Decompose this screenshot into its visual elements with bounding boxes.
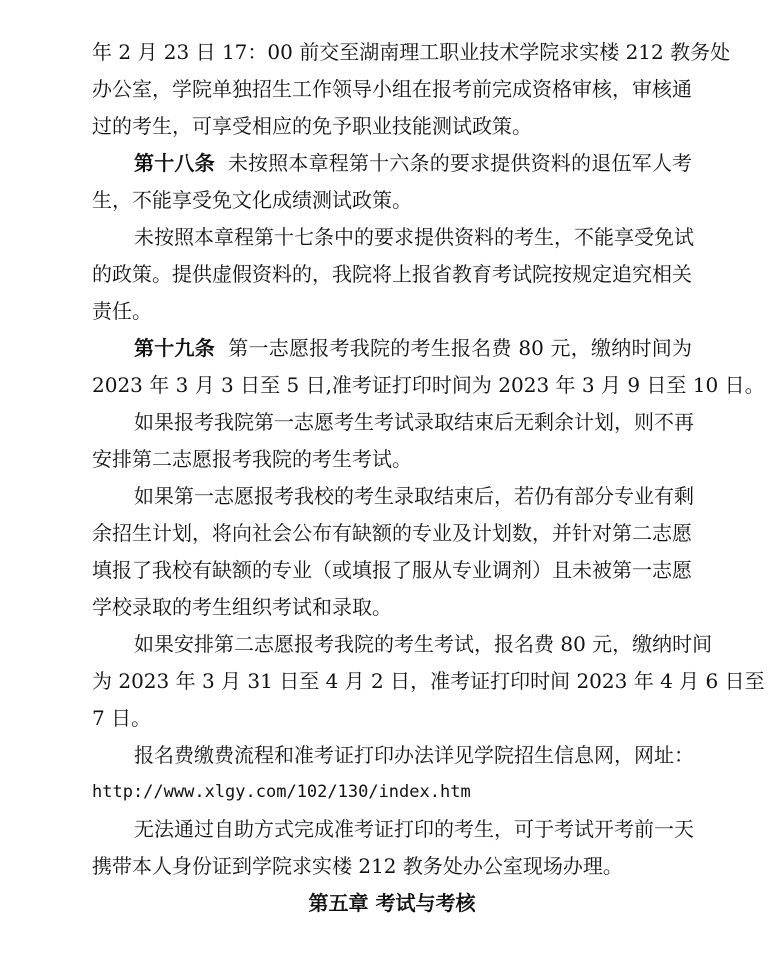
paragraph [92,737,692,811]
text-line-content: 第一志愿报考我院的考生报名费 80 元，缴纳时间为 [228,336,692,360]
text-line: 如果报考我院第一志愿考生考试录取结束后无剩余计划，则不再 [134,410,694,434]
article-heading: 第十九条 [134,336,216,360]
text-line: 余招生计划，将向社会公布有缺额的专业及计划数，并针对第二志愿 [92,521,692,545]
website-url[interactable]: http://www.xlgy.com/102/130/index.htm [92,782,471,802]
chapter-title: 第五章 考试与考核 [308,891,476,915]
paragraph [92,219,692,330]
text-line: 过的考生，可享受相应的免予职业技能测试政策。 [92,114,532,138]
paragraph-continuation [92,34,731,145]
text-line: 如果第一志愿报考我校的考生录取结束后，若仍有部分专业有剩 [134,484,694,508]
text-line: 如果安排第二志愿报考我院的考生考试，报名费 80 元，缴纳时间 [134,632,713,656]
article-heading: 第十八条 [134,151,215,175]
text-line: 7 日。 [92,706,152,730]
text-line: 无法通过自助方式完成准考证打印的考生，可于考试开考前一天 [134,817,694,841]
text-line: 报名费缴费流程和准考证打印办法详见学院招生信息网，网址： [134,743,694,767]
text-line: 学校录取的考生组织考试和录取。 [92,595,392,619]
text-line: 携带本人身份证到学院求实楼 212 教务处办公室现场办理。 [92,854,623,878]
text-line: 安排第二志愿报考我院的考生考试。 [92,447,412,471]
paragraph [92,626,765,737]
text-line-content: 未按照本章程第十六条的要求提供资料的退伍军人考 [227,151,693,175]
text-line [92,145,692,182]
text-line: 2023 年 3 月 3 日至 5 日,准考证打印时间为 2023 年 3 月 9 日至 10 日。 [92,373,765,397]
text-line: 年 2 月 23 日 17：00 前交至湖南理工职业技术学院求实楼 212 教务处 [92,40,731,64]
text-line [92,330,692,367]
text-line: 为 2023 年 3 月 31 日至 4 月 2 日，准考证打印时间 2023 年 4 月 6 日至 [92,669,765,693]
paragraph [92,404,692,478]
paragraph [92,478,692,626]
paragraph-article-19 [92,330,765,404]
document-page [92,34,765,922]
text-line: 办公室，学院单独招生工作领导小组在报考前完成资格审核，审核通 [92,77,692,101]
text-line: 填报了我校有缺额的专业（或填报了服从专业调剂）且未被第一志愿 [92,558,692,582]
paragraph [92,811,692,885]
text-line: 责任。 [92,299,152,323]
paragraph-article-18 [92,145,692,219]
text-line: 未按照本章程第十七条中的要求提供资料的考生，不能享受免试 [134,225,694,249]
text-line: 的政策。提供虚假资料的，我院将上报省教育考试院按规定追究相关 [92,262,692,286]
text-line: 生，不能享受免文化成绩测试政策。 [92,188,412,212]
